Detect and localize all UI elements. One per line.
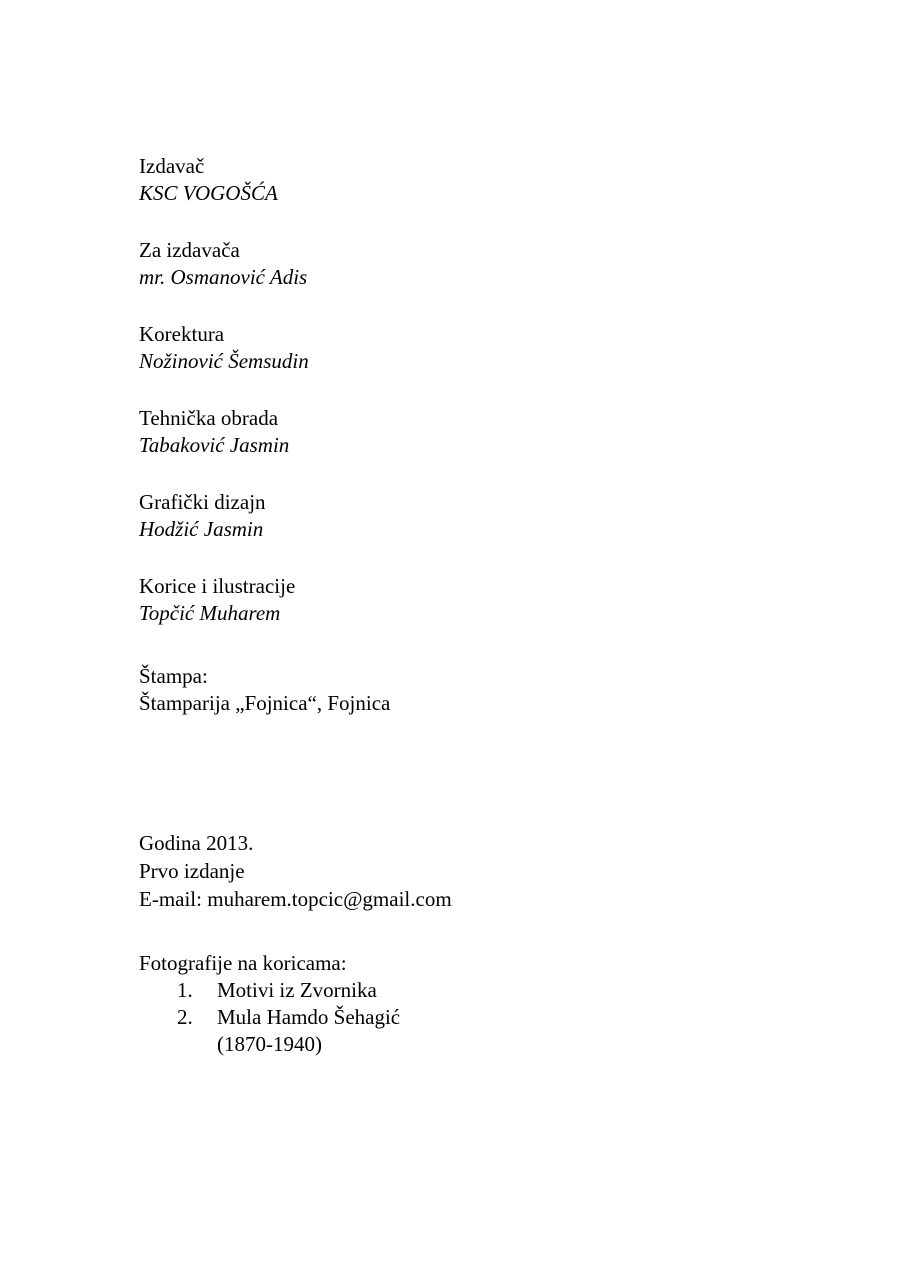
technical-editing-name: Tabaković Jasmin	[139, 433, 290, 457]
list-item: Mula Hamdo Šehagić	[217, 1005, 401, 1029]
print-value: Štamparija „Fojnica“, Fojnica	[139, 691, 391, 715]
publisher-name: KSC VOGOŠĆA	[139, 181, 278, 205]
cover-illustrations-label: Korice i ilustracije	[139, 574, 296, 598]
for-publisher-name: mr. Osmanović Adis	[139, 265, 308, 289]
email-line: E-mail: muharem.topcic@gmail.com	[139, 887, 452, 911]
edition-line: Prvo izdanje	[139, 859, 245, 883]
list-item-number: 1.	[177, 978, 193, 1002]
list-item-number: 2.	[177, 1005, 193, 1029]
publisher-label: Izdavač	[139, 154, 205, 178]
proofreading-name: Nožinović Šemsudin	[139, 349, 309, 373]
graphic-design-label: Grafički dizajn	[139, 490, 266, 514]
cover-illustrations-name: Topčić Muharem	[139, 601, 281, 625]
list-item-continuation: (1870-1940)	[217, 1032, 322, 1056]
cover-photos-label: Fotografije na koricama:	[139, 951, 347, 975]
print-label: Štampa:	[139, 664, 208, 688]
for-publisher-label: Za izdavača	[139, 238, 240, 262]
list-item: Motivi iz Zvornika	[217, 978, 377, 1002]
technical-editing-label: Tehnička obrada	[139, 406, 279, 430]
year-line: Godina 2013.	[139, 831, 254, 855]
proofreading-label: Korektura	[139, 322, 225, 346]
graphic-design-name: Hodžić Jasmin	[139, 517, 264, 541]
